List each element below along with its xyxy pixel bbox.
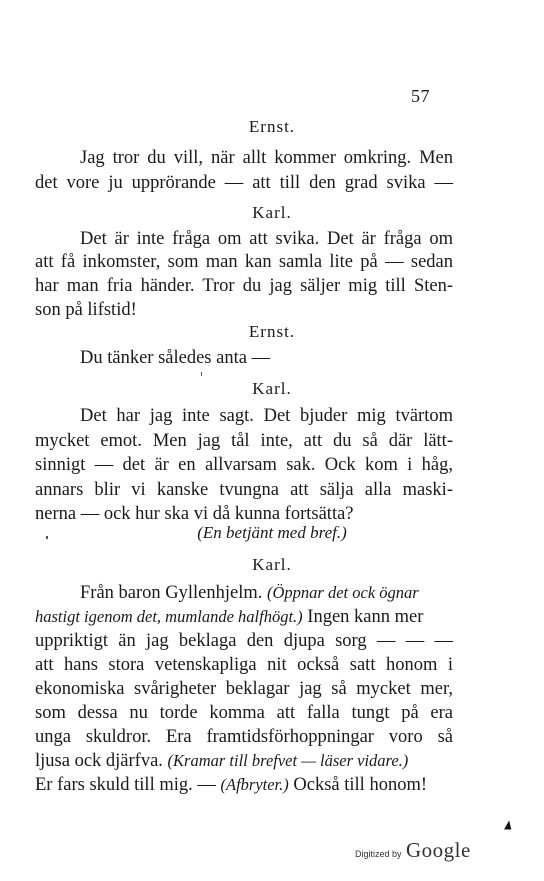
ink-speck [201, 372, 202, 376]
stage-direction: hastigt igenom det, mumlande halfhögt.) [35, 607, 303, 626]
speaker-karl: Karl. [252, 379, 292, 398]
text-line: det vore ju upprörande — att till den grad svika — [35, 173, 453, 193]
text-line [35, 748, 453, 774]
stage-direction: (Kramar till brefvet — läser vidare.) [167, 751, 409, 770]
text-span: Ingen kann mer [302, 607, 424, 627]
stage-direction: (Afbryter.) [220, 775, 289, 794]
text-line: nerna — ock hur ska vi då kunna fortsätta? [35, 504, 354, 524]
text-line: Det är inte fråga om att svika. Det är fråga om [80, 229, 453, 249]
ink-speck [46, 536, 48, 539]
watermark-google-text: Google [405, 838, 471, 862]
text-span: Också till honom! [288, 775, 427, 795]
text-line: att hans stora vetenskapliga nit också satt honom i [35, 655, 453, 675]
text-line: ekonomiska svårigheter beklagar jag så mycket mer, [35, 679, 453, 699]
text-line: som dessa nu torde komma att falla tungt på era [35, 703, 453, 723]
text-line: mycket emot. Men jag tål inte, att du så där lätt- [35, 431, 453, 451]
page-number: 57 [411, 86, 430, 106]
text-line: Det har jag inte sagt. Det bjuder mig tvärtom [80, 406, 453, 426]
text-line: att få inkomster, som man kan samla lite på — sedan [35, 252, 453, 272]
text-line: Du tänker således anta — [80, 348, 271, 368]
text-line: sinnigt — det är en allvarsam sak. Ock kom i håg, [35, 455, 453, 475]
text-line: har man fria händer. Tror du jag säljer mig till Sten- [35, 276, 453, 296]
speaker-karl: Karl. [252, 555, 292, 574]
stage-direction: (En betjänt med bref.) [197, 523, 347, 542]
text-line: Jag tror du vill, när allt kommer omkring. Men [80, 148, 453, 168]
watermark-small-text: Digitized by [355, 849, 402, 859]
text-line [35, 604, 453, 630]
text-span: Er fars skuld till mig. — [35, 775, 221, 795]
text-line [35, 772, 453, 798]
stage-direction: (Öppnar det ock ögnar [267, 583, 419, 602]
speaker-karl: Karl. [252, 203, 292, 222]
text-span: Från baron Gyllenhjelm. [80, 583, 268, 603]
text-line [35, 580, 453, 606]
ink-mark-icon [501, 820, 513, 832]
text-line: uppriktigt än jag beklaga den djupa sorg — — — [35, 631, 453, 651]
digitized-by-google-watermark [355, 838, 471, 863]
speaker-ernst: Ernst. [248, 117, 296, 136]
speaker-ernst: Ernst. [248, 322, 296, 341]
text-line: son på lifstid! [35, 300, 137, 320]
text-line: unga skuldror. Era framtidsförhoppningar voro så [35, 727, 453, 747]
text-line: annars blir vi kanske tvungna att sälja alla maski- [35, 480, 453, 500]
text-span: ljusa ock djärfva. [35, 751, 168, 771]
